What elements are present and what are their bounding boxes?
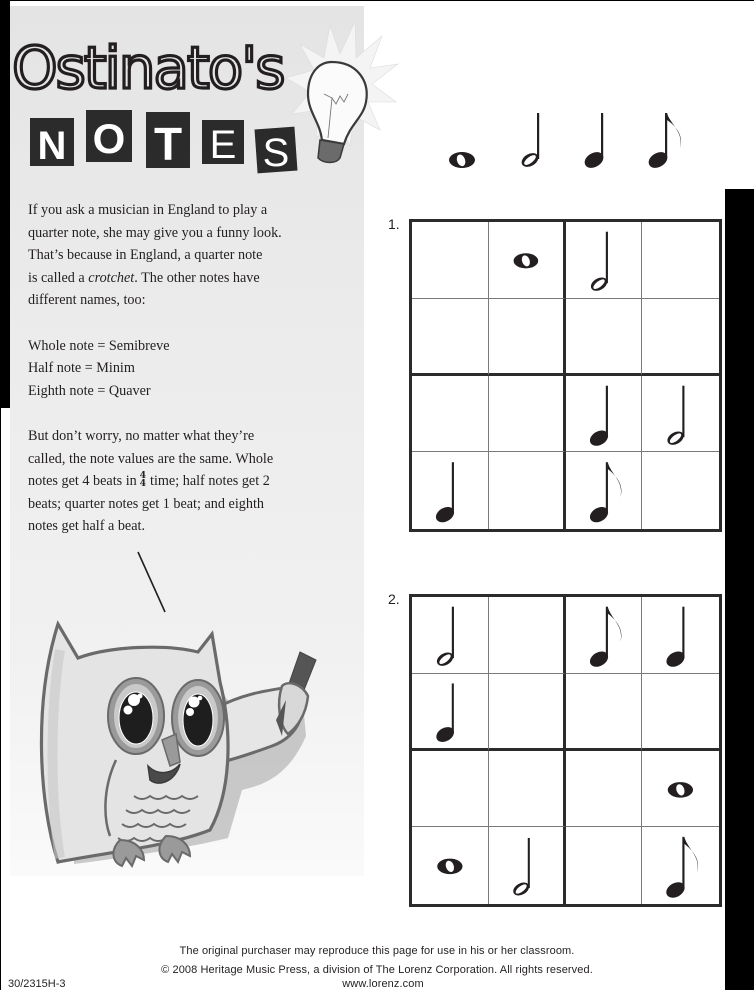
note-legend — [440, 100, 700, 180]
footer-copyright: © 2008 Heritage Music Press, a division of The Lorenz Corporation. All rights reserved. — [161, 964, 593, 976]
eighth-note-icon — [566, 597, 642, 673]
footer-reproduce-notice: The original purchaser may reproduce this page for use in his or her classroom. — [179, 945, 575, 957]
page-left-edge-line — [0, 408, 1, 990]
outro-line: But don’t worry, no matter what they’re — [28, 427, 255, 444]
outro-line: called, the note values are the same. Whole — [28, 450, 274, 467]
grid-cell-r3-c1[interactable] — [412, 376, 489, 453]
half-note-icon — [642, 376, 719, 452]
half-note-icon — [566, 222, 642, 298]
puzzle-2-number: 2. — [388, 591, 400, 607]
intro-line: If you ask a musician in England to play a — [28, 202, 268, 218]
speech-pointer-line — [138, 552, 165, 612]
whole-note-icon — [449, 152, 475, 168]
intro-line: That’s because in England, a quarter note — [28, 247, 263, 264]
grid-cell-r4-c1 — [412, 827, 489, 904]
quarter-note-icon — [642, 597, 719, 673]
grid-cell-r2-c3[interactable] — [566, 674, 643, 751]
intro-line: quarter note, she may give you a funny look. — [28, 224, 282, 241]
lightbulb-icon — [308, 62, 367, 163]
grid-cell-r1-c2 — [489, 222, 566, 299]
grid-cell-r4-c2[interactable] — [489, 452, 566, 529]
quarter-note-icon — [412, 674, 488, 748]
grid-cell-r3-c3[interactable] — [566, 751, 643, 828]
catalog-number: 30/2315H-3 — [8, 978, 66, 990]
page-right-edge-bar — [725, 189, 754, 990]
svg-text:T: T — [153, 118, 183, 170]
title-notes — [30, 110, 297, 175]
pencil-icon — [276, 652, 316, 736]
time-signature-icon: 4 4 — [139, 470, 147, 489]
grid-cell-r1-c3 — [566, 597, 643, 674]
outro-line: beats; quarter notes get 1 beat; and eighth — [28, 495, 264, 512]
grid-cell-r1-c1[interactable] — [412, 222, 489, 299]
grid-cell-r1-c1 — [412, 597, 489, 674]
quarter-note-icon — [582, 113, 606, 171]
grid-cell-r4-c2 — [489, 827, 566, 904]
grid-cell-r2-c4[interactable] — [642, 674, 719, 751]
grid-cell-r2-c4[interactable] — [642, 299, 719, 376]
grid-cell-r4-c3[interactable] — [566, 827, 643, 904]
note-name-eighth: Eighth note = Quaver — [28, 382, 151, 399]
svg-text:S: S — [262, 131, 290, 175]
quarter-note-icon — [412, 452, 488, 529]
grid-cell-r3-c2[interactable] — [489, 376, 566, 453]
grid-cell-r1-c4[interactable] — [642, 222, 719, 299]
grid-cell-r2-c1[interactable] — [412, 299, 489, 376]
intro-paragraph — [28, 199, 348, 538]
quarter-note-icon — [566, 376, 642, 452]
half-note-icon — [412, 597, 488, 673]
whole-note-icon — [489, 222, 563, 298]
half-note-icon — [519, 113, 541, 170]
grid-cell-r3-c2[interactable] — [489, 751, 566, 828]
footer-website-link[interactable]: www.lorenz.com — [342, 978, 424, 990]
grid-cell-r1-c4 — [642, 597, 719, 674]
puzzle-1-number: 1. — [388, 216, 400, 232]
intro-line: different names, too: — [28, 292, 146, 309]
grid-cell-r4-c4 — [642, 827, 719, 904]
grid-cell-r3-c4 — [642, 376, 719, 453]
outro-line: notes get half a beat. — [28, 518, 145, 535]
title-ostinatos: Ostinato's — [12, 34, 284, 102]
eighth-note-icon — [646, 113, 681, 171]
eighth-note-icon — [642, 827, 719, 904]
whole-note-icon — [642, 751, 719, 827]
grid-cell-r2-c1 — [412, 674, 489, 751]
grid-cell-r2-c2[interactable] — [489, 299, 566, 376]
grid-cell-r1-c3 — [566, 222, 643, 299]
page-top-rule — [0, 0, 754, 1]
svg-text:N: N — [37, 124, 67, 168]
intro-line: is called a crotchet. The other notes have — [28, 269, 260, 286]
half-note-icon — [489, 827, 563, 904]
title-graphic — [10, 6, 400, 176]
sudoku-grid-1 — [409, 219, 722, 532]
grid-cell-r2-c2[interactable] — [489, 674, 566, 751]
eighth-note-icon — [566, 452, 642, 529]
grid-cell-r3-c3 — [566, 376, 643, 453]
page-left-edge-bar — [0, 0, 10, 408]
whole-note-icon — [412, 827, 488, 904]
outro-line: notes get 4 beats in 4 4 time; half notes get 2 — [28, 470, 270, 490]
grid-cell-r3-c1[interactable] — [412, 751, 489, 828]
owl-mascot-illustration — [10, 540, 350, 880]
grid-cell-r3-c4 — [642, 751, 719, 828]
grid-cell-r2-c3[interactable] — [566, 299, 643, 376]
grid-cell-r4-c1 — [412, 452, 489, 529]
grid-cell-r1-c2[interactable] — [489, 597, 566, 674]
grid-cell-r4-c4[interactable] — [642, 452, 719, 529]
sudoku-grid-2 — [409, 594, 722, 907]
note-name-half: Half note = Minim — [28, 360, 135, 377]
note-name-whole: Whole note = Semibreve — [28, 337, 170, 354]
svg-text:E: E — [209, 123, 237, 167]
crotchet-term: crotchet — [88, 269, 135, 286]
svg-text:O: O — [92, 115, 126, 162]
grid-cell-r4-c3 — [566, 452, 643, 529]
